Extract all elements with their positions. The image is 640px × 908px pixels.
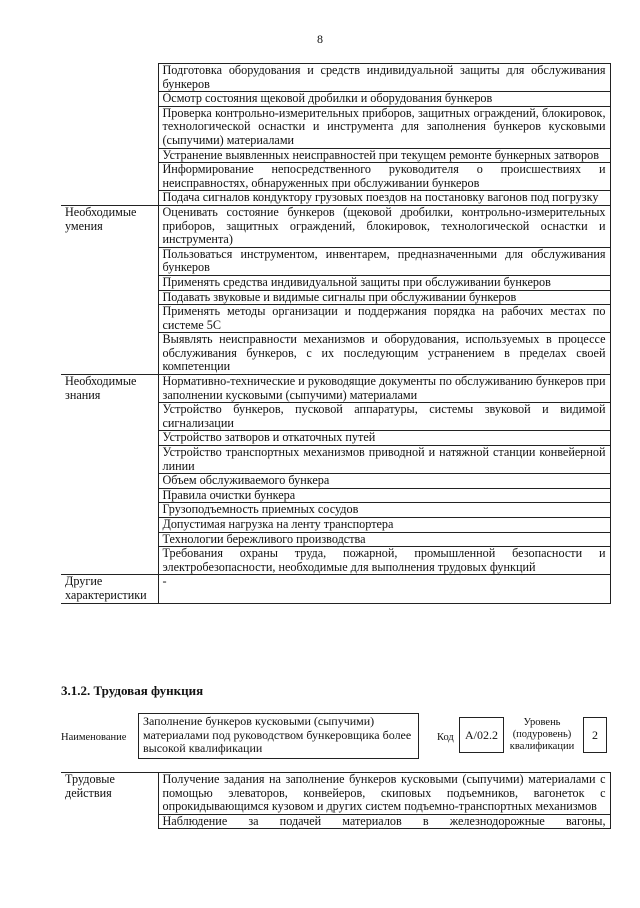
function-name: Заполнение бункеров кусковыми (сыпучими) материалами под руководством бункеровщика более высокой квалификации bbox=[138, 713, 419, 759]
knowledge-item: Нормативно-технические и руководящие документы по обслуживанию бункеров при заполнении кусковыми (сыпучими) материалами bbox=[158, 375, 610, 403]
labor-action-item: Наблюдение за подачей материалов в железнодорожные вагоны, bbox=[158, 814, 610, 829]
level-value: 2 bbox=[583, 717, 607, 753]
knowledge-item: Устройство транспортных механизмов приводной и натяжной станции конвейерной линии bbox=[158, 446, 610, 474]
actions-label: Трудовые действия bbox=[61, 773, 158, 815]
labor-action-item: Осмотр состояния щековой дробилки и оборудования бункеров bbox=[158, 92, 610, 107]
level-label: Уровень (подуровень) квалификации bbox=[509, 717, 575, 752]
labor-action-item: Устранение выявленных неисправностей при текущем ремонте бункерных затворов bbox=[158, 148, 610, 163]
labor-action-item: Подготовка оборудования и средств индивидуальной защиты для обслуживания бункеров bbox=[158, 64, 610, 92]
other-label: Другие характеристики bbox=[61, 575, 158, 603]
skill-item: Применять средства индивидуальной защиты при обслуживании бункеров bbox=[158, 275, 610, 290]
skill-item: Оценивать состояние бункеров (щековой дробилки, контрольно-измерительных приборов, защитных ограждений, блокировок, технологической оснастки и инструмента) bbox=[158, 205, 610, 247]
skills-label: Необходимые умения bbox=[61, 205, 158, 247]
labor-actions-table bbox=[61, 772, 611, 829]
knowledge-item: Устройство затворов и откаточных путей bbox=[158, 431, 610, 446]
knowledge-item: Технологии бережливого производства bbox=[158, 532, 610, 547]
code-label: Код bbox=[437, 732, 454, 743]
section-title: 3.1.2. Трудовая функция bbox=[61, 683, 204, 698]
competency-table bbox=[61, 63, 611, 604]
labor-action-item: Получение задания на заполнение бункеров кусковыми (сыпучими) материалами с помощью элеваторов, конвейеров, скиповых подъемников, вагонеток с опрокидывающимся кузовом и других систем подъемно-транспортных механизмов bbox=[158, 773, 610, 815]
function-header bbox=[61, 713, 621, 763]
labor-action-item: Подача сигналов кондуктору грузовых поездов на постановку вагонов под погрузку bbox=[158, 191, 610, 206]
skill-item: Применять методы организации и поддержания порядка на рабочих местах по системе 5С bbox=[158, 305, 610, 333]
name-label: Наименование bbox=[61, 732, 127, 743]
page-number: 8 bbox=[317, 32, 323, 46]
code-value: А/02.2 bbox=[459, 717, 504, 753]
knowledge-item: Грузоподъемность приемных сосудов bbox=[158, 503, 610, 518]
skill-item: Подавать звуковые и видимые сигналы при обслуживании бункеров bbox=[158, 290, 610, 305]
knowledge-item: Допустимая нагрузка на ленту транспортера bbox=[158, 518, 610, 533]
knowledge-item: Правила очистки бункера bbox=[158, 488, 610, 503]
knowledge-item: Устройство бункеров, пусковой аппаратуры, системы звуковой и видимой сигнализации bbox=[158, 403, 610, 431]
knowledge-item: Объем обслуживаемого бункера bbox=[158, 474, 610, 489]
skill-item: Выявлять неисправности механизмов и оборудования, используемых в процессе обслуживания бункеров, с их последующим устранением в пределах своей компетенции bbox=[158, 333, 610, 375]
other-value: - bbox=[158, 575, 610, 603]
labor-action-item: Проверка контрольно-измерительных приборов, защитных ограждений, блокировок, технологической оснастки и инструмента для заполнения бункеров кусковыми (сыпучими) материалами bbox=[158, 106, 610, 148]
knowledge-item: Требования охраны труда, пожарной, промышленной безопасности и электробезопасности, необходимые для выполнения трудовых функций bbox=[158, 547, 610, 575]
knowledge-label: Необходимые знания bbox=[61, 375, 158, 403]
labor-action-item: Информирование непосредственного руководителя о происшествиях и неисправностях, обнаруженных при обслуживании бункеров bbox=[158, 163, 610, 191]
skill-item: Пользоваться инструментом, инвентарем, предназначенными для обслуживания бункеров bbox=[158, 247, 610, 275]
